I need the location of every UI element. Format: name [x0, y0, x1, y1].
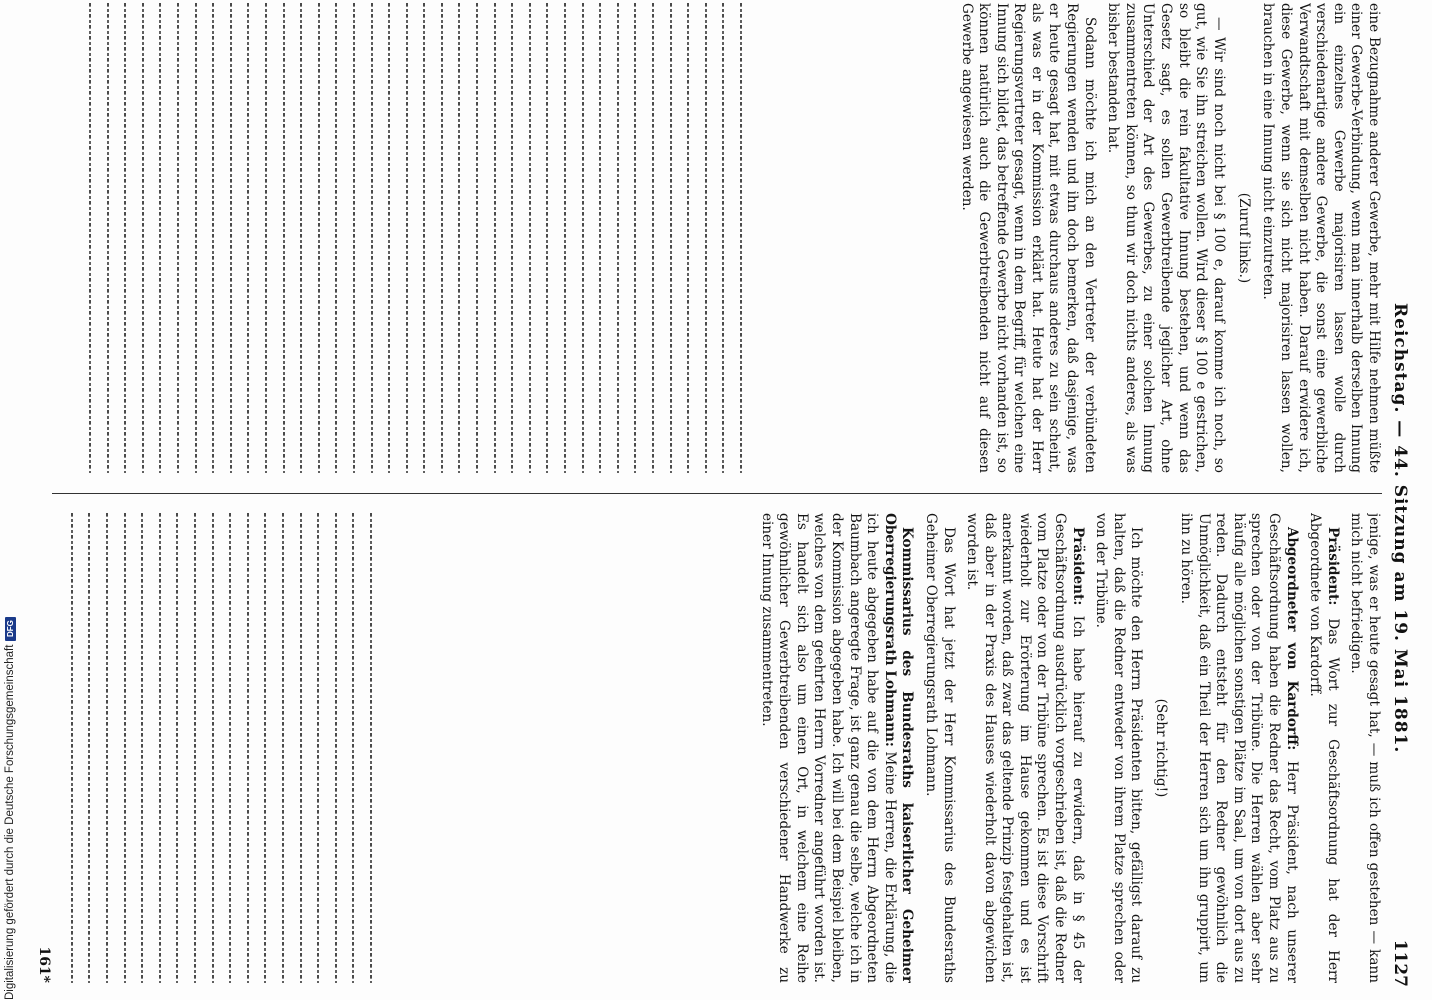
- digitization-credit: [2, 617, 18, 1000]
- paragraph: [963, 513, 1086, 983]
- paragraph: Ich möchte den Herrn Präsidenten bitten, gefälligst darauf zu halten, daß die Redner entweder von ihrem Platze sprechen oder von der Tribüne.: [1093, 513, 1145, 983]
- speech-text: Herr Präsident, nach unserer Geschäftsordnung haben die Redner das Recht, vom Platz aus zu sprechen oder von der Tribüne. Die Herren wählen aber sehr häufig alle möglichen sonstigen Plätze im Saal, um von dort aus zu reden. Dadurch entsteht für den Redner gewöhnlich die Unmöglichkeit, daß ein Theil der Herren sich um ihn gruppirt, um ihn zu hören.: [1178, 513, 1300, 983]
- paragraph: jenige, was er heute gesagt hat, — muß ich offen gestehen — kann mich nicht befriedigen.: [1348, 513, 1382, 983]
- paragraph: eine Bezugnahme anderer Gewerbe, mehr mit Hilfe nehmen müßte einer Gewerbe-Verbindung, wenn man innerhalb derselben Innung ein einzelnes Gewerbe majorisiren lassen wolle durch verschiedenartige andere Gewerbe, die sonst eine gewerbliche Verwandtschaft mit demselben nicht haben. Darauf erwidere ich, diese Gewerbe, wenn sie sich nicht majorisiren lassen wollen, brauchen in eine Innung nicht einzutreten.: [1260, 3, 1382, 473]
- sheet-mark: 161*: [36, 946, 52, 983]
- paragraph: [757, 513, 915, 983]
- speaker-label: Präsident:: [1324, 527, 1341, 606]
- interjection: (Zuruf links.): [1235, 192, 1252, 284]
- paragraph: — Wir sind noch nicht bei § 100 e, darauf komme ich noch, so gut, wie Sie ihn streichen wollen. Wird dieser § 100 e gestrichen, so bleibt die rein fakultative Innung bestehen, und wenn das Gesetz sagt, es sollen Gewerbtreibende jeglicher Art, ohne Unterschied der Art des Gewerbes, zu einer solchen Innung zusammentreten können, so thun wir doch nichts anderes, als was bisher bestanden hat.: [1105, 3, 1227, 473]
- column-divider: [52, 493, 1382, 494]
- speech-text: Meine Herren, die Erklärung, die ich heute abgegeben habe auf die von dem Herrn Abgeordneten Baumbach angeregte Frage, ist ganz genau die selbe, welche ich in der Kommission abgegeben habe. Ich will bei dem Beispiel bleiben, welches von dem geehrten Herrn Vorredner angeführt worden ist. Es handelt sich also um einen Ort, in welchem eine Reihe gewöhnlicher Gewerbtreibenden verschiedener Handwerke zu einer Innung zusammentreten.: [758, 513, 898, 983]
- speaker-label: Abgeordneter von Kardorff:: [1283, 527, 1300, 751]
- dfg-logo-icon: DFG: [5, 617, 16, 641]
- speaker-label: Präsident:: [1069, 527, 1086, 606]
- illegible-text-lines: [55, 513, 372, 983]
- right-column: [42, 513, 1382, 983]
- paragraph: Das Wort hat jetzt der Herr Kommissarius des Bundesraths Geheimer Oberregierungsrath Lohmann.: [922, 513, 957, 983]
- speaker-label: Kommissarius des Bundesraths kaiserlicher Geheimer Oberregierungsrath Lohmann:: [881, 513, 916, 983]
- header-title: Reichstag. — 44. Sitzung am 19. Mai 1881.: [1390, 303, 1410, 754]
- paragraph: [1306, 513, 1341, 983]
- interjection: (Sehr richtig!): [1153, 698, 1170, 798]
- speech-text: Das Wort zur Geschäftsordnung hat der Herr Abgeordnete von Kardorff.: [1307, 513, 1341, 983]
- left-column: [42, 3, 1382, 473]
- speech-text: Ich habe hierauf zu erwidern, daß in § 45 der Geschäftsordnung ausdrücklich vorgeschrieben ist, daß die Redner vom Platze oder von der Tribüne sprechen. Es ist diese Vorschrift wiederholt zur Erörterung im Hause gekommen und es ist anerkannt worden, daß zwar das geltende Prinzip festgehalten ist, daß aber in der Praxis des Hauses wiederholt davon abgewichen worden ist.: [964, 513, 1086, 983]
- credit-text: Digitalisierung gefördert durch die Deutsche Forschungsgemeinschaft: [4, 644, 16, 1000]
- rotated-document-page: [32, 3, 1412, 993]
- running-header: [1386, 3, 1412, 993]
- illegible-text-lines: [73, 3, 742, 473]
- paragraph: [1176, 513, 1299, 983]
- paragraph: Sodann möchte ich mich an den Vertreter der verbündeten Regierungen wenden und ihn doch bemerken, daß dasjenige, was er heute gesagt hat, mit etwas durchaus anderes zu sein scheint, als was er in der Kommission erklärt hat. Heute hat der Herr Regierungsvertreter gesagt, wenn in dem Begriff, für welchen eine Innung sich bildet, das betreffende Gewerbe nicht vorhanden ist, so können natürlich auch die Gewerbtreibenden nicht auf diesen Gewerbe angewiesen werden.: [958, 3, 1098, 473]
- page-number: 1127: [1390, 939, 1410, 987]
